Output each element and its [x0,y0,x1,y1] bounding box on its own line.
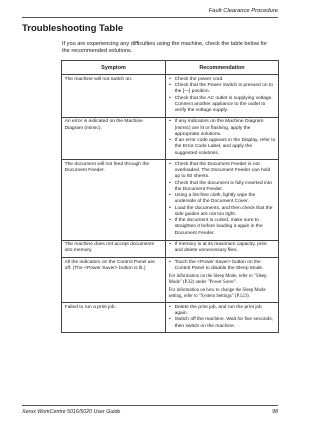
section-title: Troubleshooting Table [22,23,124,34]
recommendation-item: • Check that the Power Switch is pressed on to the [—] position. [169,83,276,96]
recommendation-item: • Check that the document is fully inserted into the Document Feeder. [169,181,276,194]
symptom-cell: An error is indicated on the Machine Diagram (mimic). [62,117,166,160]
symptom-cell: The document will not feed through the Document Feeder. [62,160,166,240]
column-header-recommendation: Recommendation [166,61,279,75]
recommendation-item: • Delete the print job, and run the print job again. [169,305,276,318]
recommendation-item: • If the document is curled, make sure to straighten it before loading it again in the Document Feeder. [169,218,276,237]
page-number: 98 [272,409,278,415]
table-row [62,75,279,118]
recommendation-item: • Using a lint-free cloth, lightly wipe the underside of the Document Cover. [169,193,276,206]
recommendation-item: • Check the power cord. [169,77,276,83]
recommendation-item: • Check that the Document Feeder is not overloaded. The Document Feeder can hold up to 50 sheets. [169,162,276,181]
table-row [62,240,279,258]
troubleshooting-table [61,60,279,333]
symptom-cell: All the indicators on the Control Panel are off. (The <Power Saver> button is lit.) [62,258,166,303]
recommendation-item: • Load the documents, and then check that the side guides are not too tight. [169,206,276,219]
header-rule [22,17,278,18]
recommendation-item: • If any indicators on the Machine Diagram (mimic) are lit or flashing, apply the appropriate solutions. [169,119,276,138]
reference-note: For information on how to change the Sleep Mode setting, refer to "System Settings" (P.123). [168,287,266,299]
recommendation-item: • Touch the <Power Saver> button on the Control Panel to disable the Sleep Mode. [169,260,276,273]
recommendation-item: • Switch off the machine. Wait for five seconds, then switch on the machine. [169,317,276,330]
table-row [62,117,279,160]
footer-rule [22,405,278,406]
recommendation-cell [166,240,279,258]
running-header-title: Fault Clearance Procedure [208,8,278,14]
recommendation-cell [166,258,279,303]
recommendation-cell [166,117,279,160]
recommendation-item: • If memory is at its maximum capacity, print and delete unnecessary files. [169,242,276,255]
recommendation-item: • Check that the AC outlet is supplying voltage. Connect another appliance to the outlet to verify the voltage supply. [169,96,276,115]
recommendation-cell [166,160,279,240]
reference-note: For information on the Sleep Mode, refer to "Sleep Mode" (P.32) under "Power Saver". [168,274,267,286]
footer-guide-title: Xerox WorkCentre 5016/5020 User Guide [22,409,121,415]
table-row [62,303,279,333]
table-row [62,258,279,303]
recommendation-item: • If an error code appears in the Display, refer to the Error Code Label, and apply the suggested solutions. [169,138,276,157]
symptom-cell: Failed to run a print job. [62,303,166,333]
recommendation-cell [166,303,279,333]
table-row [62,160,279,240]
symptom-cell: The machine does not accept documents into memory. [62,240,166,258]
symptom-cell: The machine will not switch on. [62,75,166,118]
table-header-row [62,61,279,75]
column-header-symptom: Symptom [62,61,166,75]
recommendation-cell [166,75,279,118]
intro-paragraph: If you are experiencing any difficulties using the machine, check the table below for the recommended solutions. [62,41,268,55]
